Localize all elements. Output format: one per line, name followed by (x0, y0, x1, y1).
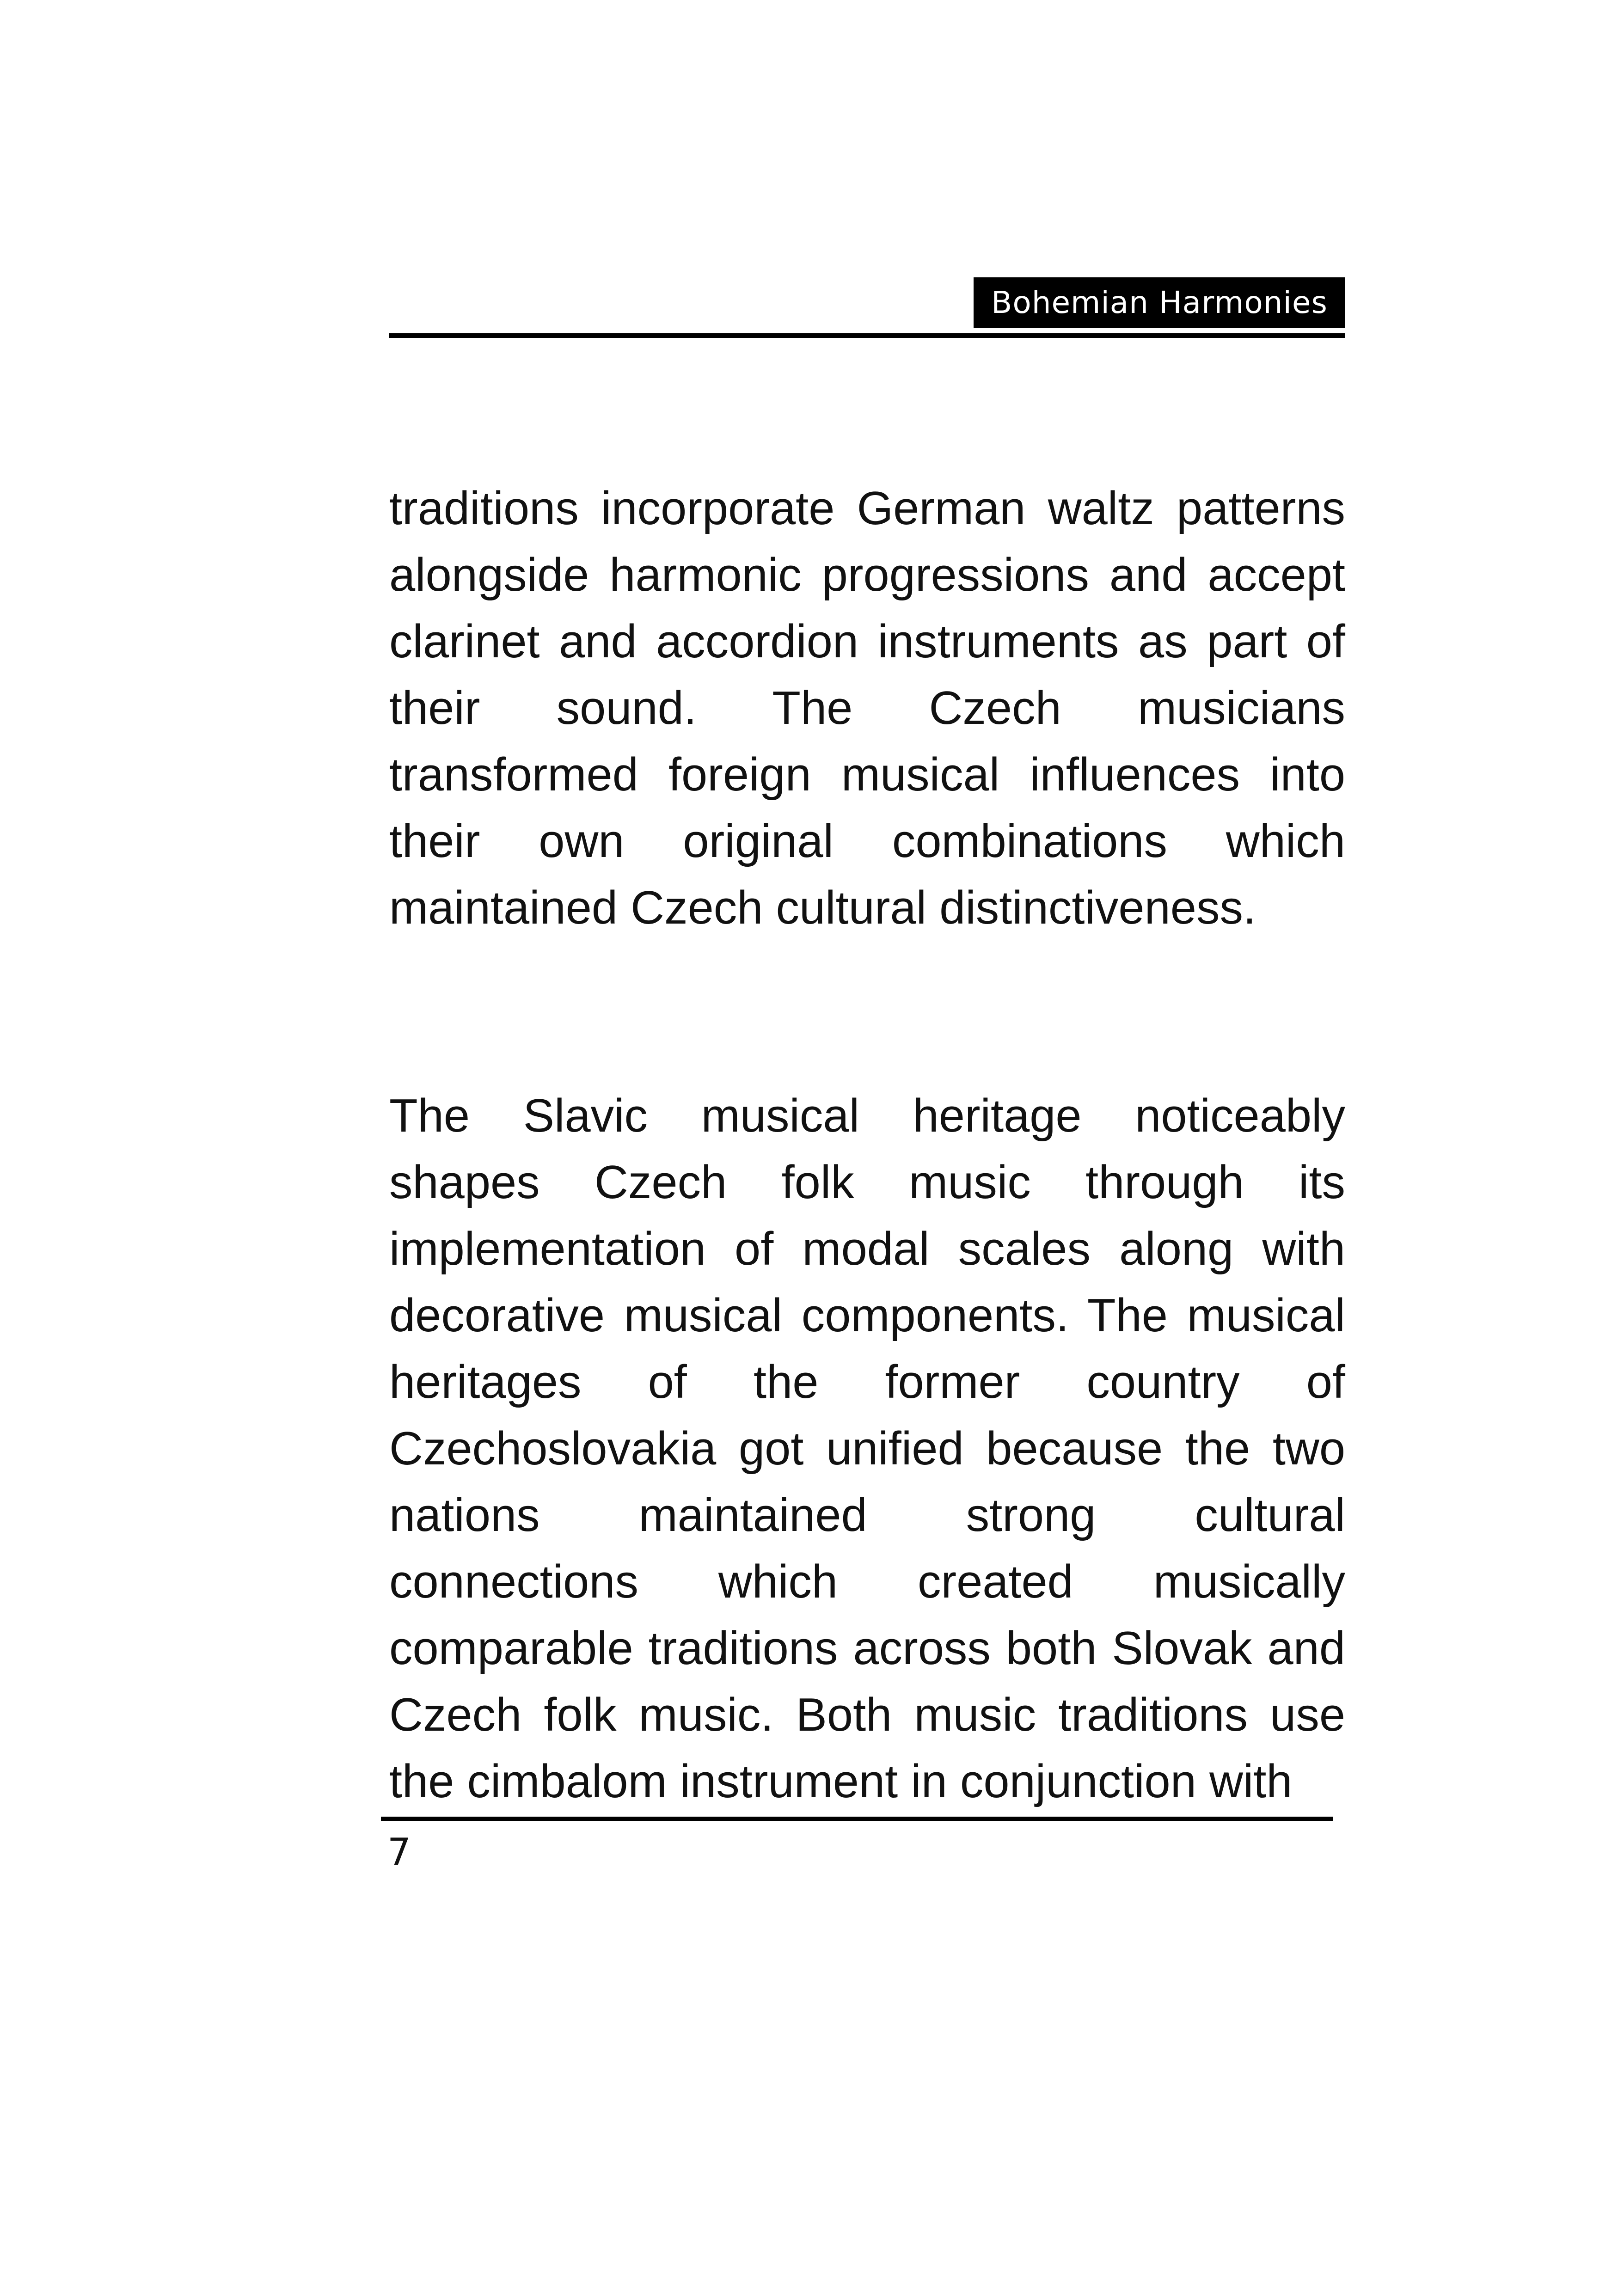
page-number: 7 (387, 1831, 411, 1874)
body-paragraph-2: The Slavic musical heritage noticeably shapes Czech folk music through its implementation of modal scales along with decorative musical components. The musical heritages of the former country of Czechoslovakia got unified because the two nations maintained strong cultural connections which created musically comparable traditions across both Slovak and Czech folk music. Both music traditions use the cimbalom instrument in conjunction with (389, 1090, 1345, 1807)
running-header-title: Bohemian Harmonies (974, 277, 1345, 328)
body-paragraph-1: traditions incorporate German waltz patterns alongside harmonic progressions and accept clarinet and accordion instruments as part of their sound. The Czech musicians transformed foreign musical influences into their own original combinations which maintained Czech cultural distinctiveness. (389, 483, 1345, 934)
footer-divider (381, 1817, 1333, 1821)
header-divider (389, 333, 1345, 338)
